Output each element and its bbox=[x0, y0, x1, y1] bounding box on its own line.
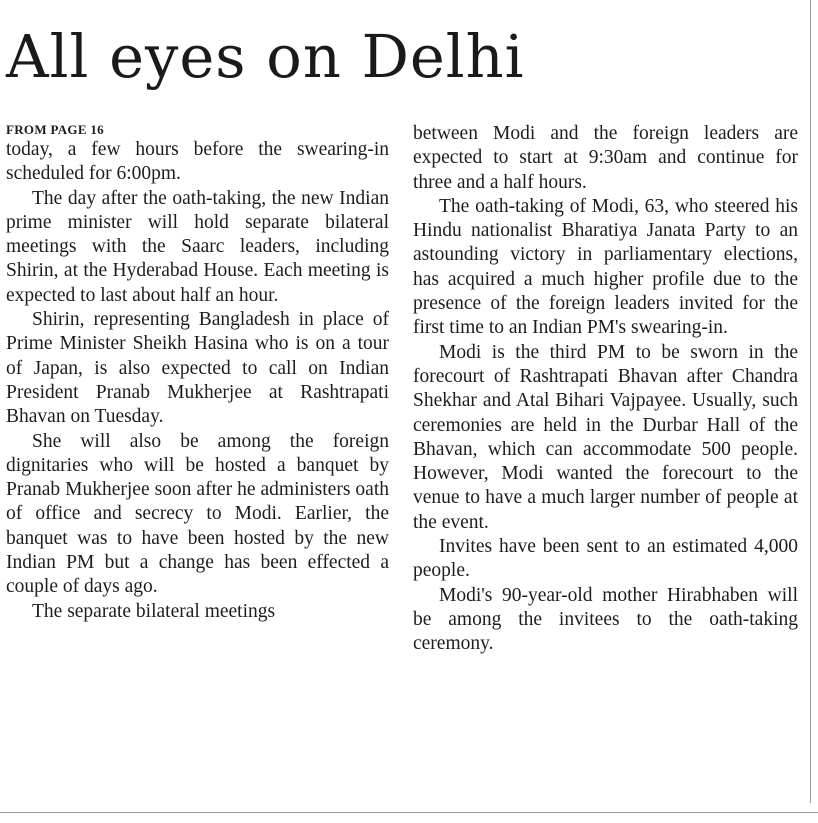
headline: All eyes on Delhi bbox=[6, 22, 525, 91]
paragraph: Shirin, representing Bangladesh in place of Prime Minister Sheikh Hasina who is on a tour of Japan, is also expected to call on Indian President Pranab Mukherjee at Rashtrapati Bhavan on Tuesday. bbox=[6, 309, 389, 428]
paragraph: The day after the oath-taking, the new Indian prime minister will hold separate bilateral meetings with the Saarc leaders, including Shirin, at the Hyderabad House. Each meeting is expected to last about half an hour. bbox=[6, 187, 389, 306]
paragraph: Modi is the third PM to be sworn in the forecourt of Rashtrapati Bhavan after Chandra Shekhar and Atal Bihari Vajpayee. Usually, such ceremonies are held in the Durbar Hall of the Bhavan, which can accommodate 500 people. However, Modi wanted the forecourt to the venue to have a much larger number of people at the event. bbox=[413, 341, 798, 533]
column-rule bbox=[810, 0, 811, 803]
paragraph: between Modi and the foreign leaders are expected to start at 9:30am and continue for three and a half hours. bbox=[413, 123, 798, 193]
article-column-left bbox=[6, 122, 389, 624]
paragraph: today, a few hours before the swearing-in scheduled for 6:00pm. bbox=[6, 139, 389, 185]
dateline: FROM PAGE 16 bbox=[6, 122, 104, 137]
paragraph: She will also be among the foreign dignitaries who will be hosted a banquet by Pranab Mukherjee soon after he administers oath of office and secrecy to Modi. Earlier, the banquet was to have been hosted by the new Indian PM but a change has been effected a couple of days ago. bbox=[6, 430, 389, 598]
paragraph: The oath-taking of Modi, 63, who steered his Hindu nationalist Bharatiya Janata Party to an astounding victory in parliamentary elections, has acquired a much higher profile due to the presence of the foreign leaders invited for the first time to an Indian PM's swearing-in. bbox=[413, 195, 798, 339]
paragraph: Invites have been sent to an estimated 4,000 people. bbox=[413, 536, 798, 582]
bottom-rule bbox=[0, 812, 818, 813]
paragraph: Modi's 90-year-old mother Hirabhaben will be among the invitees to the oath-taking ceremony. bbox=[413, 584, 798, 655]
paragraph: The separate bilateral meetings bbox=[32, 600, 276, 622]
article-column-right bbox=[413, 122, 798, 657]
